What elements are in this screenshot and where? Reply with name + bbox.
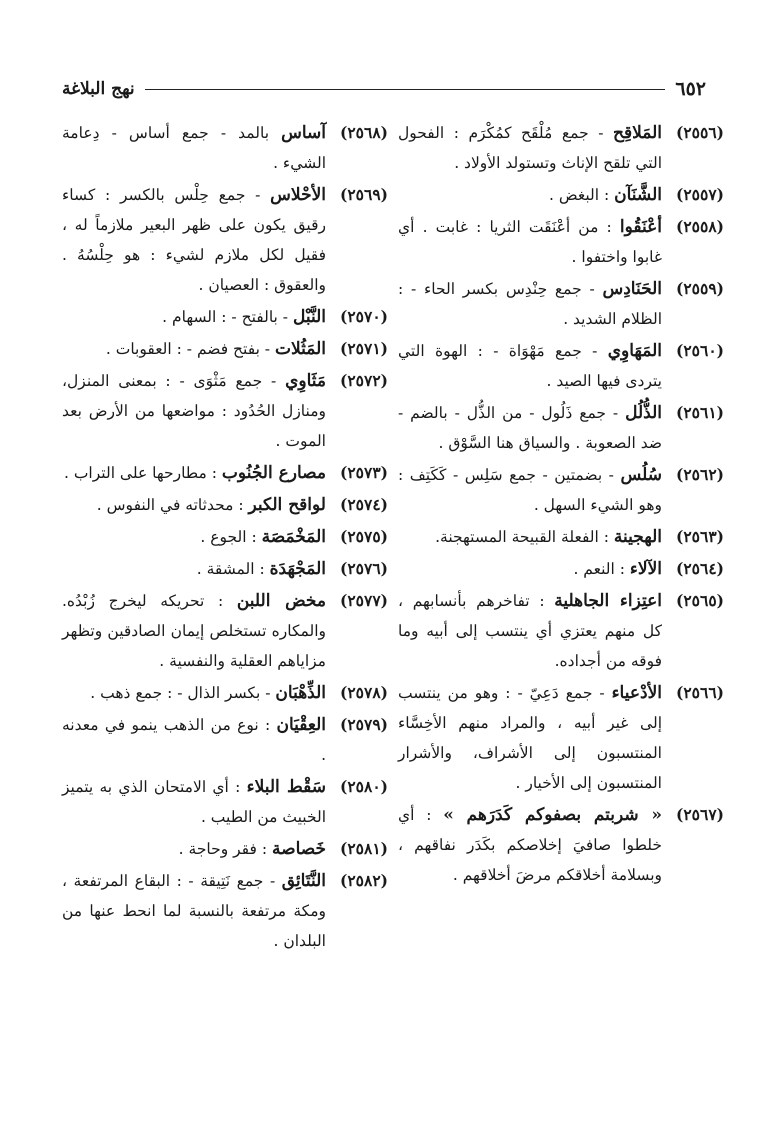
glossary-entry (62, 302, 388, 332)
entry-number: (٢٥٦٠) (676, 341, 724, 360)
book-title: نهج البلاغة (62, 79, 135, 99)
entry-number: (٢٥٦٤) (676, 559, 724, 578)
entry-definition: : تفاخرهم بأنسابهم ، كل منهم يعتزي أي ينتسب إلى أبيه وما فوقه من أجداده. (398, 592, 662, 670)
entry-text (398, 398, 662, 458)
header-rule (145, 89, 666, 90)
glossary-entry (398, 586, 724, 676)
glossary-entry (62, 866, 388, 956)
entry-definition: - جمع مَهْوَاة - : الهوة التي يتردى فيها الصيد . (398, 342, 662, 390)
entry-headword: الآلاء (629, 559, 662, 579)
entry-text (62, 180, 326, 300)
entry-text (398, 212, 662, 272)
entry-headword: الحَنَادِس (602, 279, 662, 299)
entry-definition: : أي خلطوا صافيَ إخلاصكم بكَدَر نفاقهم ، وبسلامة أخلاقكم مرضَ أخلاقهم . (398, 806, 662, 884)
entry-number: (٢٥٨٢) (340, 871, 388, 890)
entry-number: (٢٥٧٦) (340, 559, 388, 578)
entry-headword: سُلُس (620, 465, 662, 485)
entry-text (398, 274, 662, 334)
entry-definition: - بالفتح - : السهام . (162, 308, 293, 326)
glossary-entry (398, 398, 724, 458)
entry-definition: : فقر وحاجة . (178, 840, 273, 858)
glossary-entry (62, 366, 388, 456)
entry-definition: : نوع من الذهب ينمو في معدنه . (62, 716, 326, 764)
entry-text (62, 586, 326, 676)
glossary-entry (398, 274, 724, 334)
entry-definition: - بفتح فضم - : العقوبات . (105, 340, 275, 358)
glossary-entry (62, 522, 388, 552)
entry-number: (٢٥٦١) (676, 403, 724, 422)
entry-headword: المَلاقِح (613, 123, 662, 143)
entry-definition: : البغض . (549, 186, 615, 204)
entry-text (398, 554, 662, 584)
entry-headword: النَّبْل (292, 307, 326, 327)
entry-number: (٢٥٦٦) (676, 683, 724, 702)
entry-headword: المَخْمَصَة (261, 527, 326, 547)
entry-number: (٢٥٦٣) (676, 527, 724, 546)
glossary-entry (398, 118, 724, 178)
entry-number: (٢٥٧٢) (340, 371, 388, 390)
entry-headword: المَثُلات (274, 339, 326, 359)
glossary-entry (62, 180, 388, 300)
entry-definition: : الجوع . (200, 528, 262, 546)
entry-text (398, 118, 662, 178)
entry-number: (٢٥٥٦) (676, 123, 724, 142)
entry-number: (٢٥٧٤) (340, 495, 388, 514)
entry-number: (٢٥٨١) (340, 839, 388, 858)
entry-headword: الذِّهْبَان (275, 683, 326, 703)
page-number: ٦٥٢ (675, 78, 706, 100)
entry-text (62, 458, 326, 488)
entry-headword: الأحْلاس (270, 185, 326, 205)
right-column (398, 118, 724, 892)
entry-headword: أعْنَقُوا (619, 217, 662, 237)
entry-definition: - بكسر الذال - : جمع ذهب . (90, 684, 276, 702)
glossary-entry (62, 678, 388, 708)
entry-number: (٢٥٧٥) (340, 527, 388, 546)
entry-definition: - جمع حِنْدِس بكسر الحاء - : الظلام الشديد . (398, 280, 662, 328)
entry-headword: سَقْط البلاء (246, 777, 326, 797)
entry-number: (٢٥٥٩) (676, 279, 724, 298)
entry-text (398, 800, 662, 890)
entry-text (62, 554, 326, 584)
entry-number: (٢٥٧٨) (340, 683, 388, 702)
entry-headword: المَجْهَدَة (269, 559, 326, 579)
entry-headword: خَصاصة (272, 839, 326, 859)
entry-number: (٢٥٨٠) (340, 777, 388, 796)
entry-headword: لواقح الكبر (248, 495, 326, 515)
entry-text (62, 366, 326, 456)
glossary-entry (62, 834, 388, 864)
glossary-entry (62, 118, 388, 178)
entry-headword: الأدْعياء (611, 683, 662, 703)
glossary-entry (398, 678, 724, 798)
page-header (62, 78, 706, 100)
entry-number: (٢٥٦٨) (340, 123, 388, 142)
entry-number: (٢٥٧٠) (340, 307, 388, 326)
entry-definition: - بضمتين - جمع سَلِس - كَكَتِف : وهو الشيء السهل . (398, 466, 662, 514)
entry-headword: النَّتَائِق (281, 871, 326, 891)
entry-text (62, 118, 326, 178)
entry-number: (٢٥٥٧) (676, 185, 724, 204)
glossary-entry (398, 460, 724, 520)
entry-text (62, 772, 326, 832)
entry-text (62, 522, 326, 552)
entry-definition: : أي الامتحان الذي به يتميز الخبيث من الطيب . (62, 778, 326, 826)
entry-definition: - جمع دَعِيّ - : وهو من ينتسب إلى غير أبيه ، والمراد منهم الأخِسَّاء المنتسبون إلى الأشراف، والأشرار المنتسبون إلى الأخيار . (398, 684, 662, 792)
entry-text (398, 180, 662, 210)
entry-headword: مصارع الجُنُوب (221, 463, 326, 483)
glossary-entry (62, 490, 388, 520)
glossary-entry (62, 772, 388, 832)
glossary-entry (62, 334, 388, 364)
entry-text (398, 678, 662, 798)
entry-text (62, 710, 326, 770)
glossary-entry (398, 800, 724, 890)
entry-headword: اعتِزاء الجاهلية (554, 591, 662, 611)
entry-headword: « شربتم بصفوكم كَدَرَهم » (443, 805, 663, 825)
entry-headword: المَهَاوِي (607, 341, 662, 361)
glossary-entry (62, 458, 388, 488)
glossary-entry (398, 180, 724, 210)
entry-headword: آساس (281, 123, 326, 143)
entry-number: (٢٥٥٨) (676, 217, 724, 236)
entry-definition: : النعم . (573, 560, 630, 578)
entry-headword: مَثَاوِي (285, 371, 326, 391)
entry-definition: - جمع مَثْوَى - : بمعنى المنزل، ومنازل الحُدُود : مواضعها من الأرض بعد الموت . (62, 372, 326, 450)
glossary-entry (398, 554, 724, 584)
entry-headword: الشَّنَآن (614, 185, 662, 205)
entry-text (62, 678, 326, 708)
entry-number: (٢٥٧١) (340, 339, 388, 358)
entry-number: (٢٥٦٧) (676, 805, 724, 824)
entry-number: (٢٥٦٥) (676, 591, 724, 610)
entry-number: (٢٥٧٣) (340, 463, 388, 482)
glossary-entry (398, 522, 724, 552)
entry-text (62, 866, 326, 956)
glossary-entry (62, 554, 388, 584)
entry-text (398, 522, 662, 552)
entry-definition: - جمع مُلْقَح كمُكْرَم : الفحول التي تلقح الإناث وتستولد الأولاد . (398, 124, 662, 172)
entry-number: (٢٥٧٩) (340, 715, 388, 734)
entry-definition: - جمع نَتِيقة - : البقاع المرتفعة ، ومكة مرتفعة بالنسبة لما انحط عنها من البلدان . (62, 872, 326, 950)
entry-text (398, 460, 662, 520)
entry-definition: بالمد - جمع أساس - دِعامة الشيء . (62, 124, 326, 172)
entry-text (398, 336, 662, 396)
entry-definition: : محدثاته في النفوس . (96, 496, 249, 514)
entry-number: (٢٥٦٢) (676, 465, 724, 484)
entry-headword: العِقْيَان (276, 715, 326, 735)
entry-headword: الذُّلُل (625, 403, 662, 423)
entry-text (62, 490, 326, 520)
entry-definition: : من أعْنَقَت الثريا : غابت . أي غابوا واختفوا . (398, 218, 662, 266)
glossary-entry (398, 336, 724, 396)
entry-definition: : تحريكه ليخرج زُبْدُه. والمكاره تستخلص إيمان الصادقين وتظهر مزاياهم العقلية والنفسية . (62, 592, 326, 670)
entry-headword: الهجينة (613, 527, 662, 547)
entry-number: (٢٥٦٩) (340, 185, 388, 204)
entry-definition: : الفعلة القبيحة المستهجنة. (435, 528, 614, 546)
entry-definition: : مطارحها على التراب . (63, 464, 222, 482)
glossary-entry (62, 586, 388, 676)
left-column (62, 118, 388, 958)
glossary-entry (398, 212, 724, 272)
entry-headword: مخض اللبن (236, 591, 326, 611)
entry-text (62, 334, 326, 364)
entry-text (62, 834, 326, 864)
entry-definition: : المشقة . (196, 560, 270, 578)
entry-text (62, 302, 326, 332)
glossary-entry (62, 710, 388, 770)
entry-text (398, 586, 662, 676)
entry-number: (٢٥٧٧) (340, 591, 388, 610)
entry-definition: - جمع حِلْس بالكسر : كساء رقيق يكون على ظهر البعير ملازماً له ، فقيل لكل ملازم لشيء : هو حِلْسُهُ . والعقوق : العصيان . (62, 186, 326, 294)
entry-definition: - جمع ذَلُول - من الذُّل - بالضم - ضد الصعوبة . والسياق هنا السَّوْق . (398, 404, 662, 452)
